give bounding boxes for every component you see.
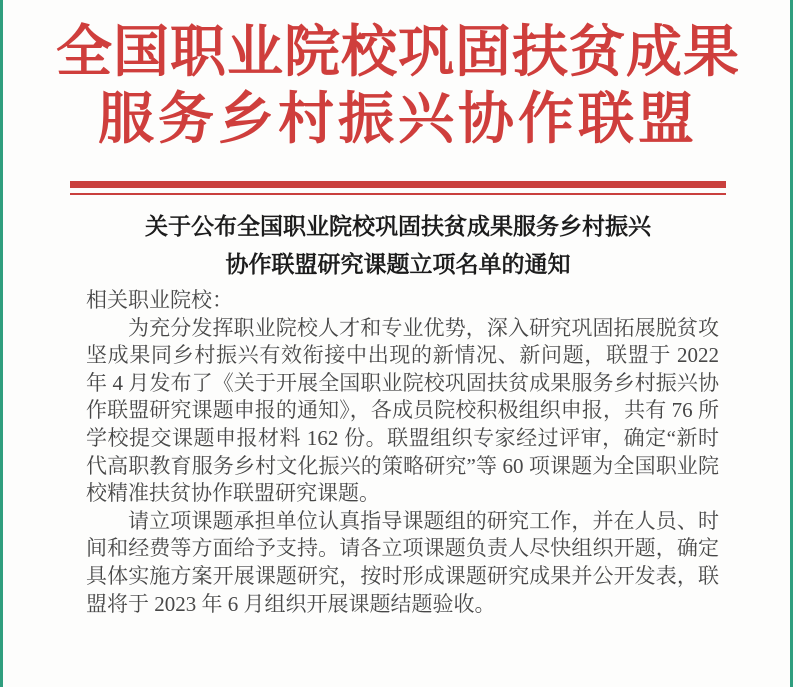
notice-heading-line2: 协作联盟研究课题立项名单的通知 (225, 252, 571, 277)
scan-edge-left (0, 0, 3, 687)
notice-body (86, 287, 719, 618)
notice-heading (0, 208, 796, 284)
body-paragraph-2: 请立项课题承担单位认真指导课题组的研究工作，并在人员、时间和经费等方面给予支持。请各立项课题负责人尽快组织开题，确定具体实施方案开展课题研究，按时形成课题研究成果并公开发表，联盟将于 2023 年 6 月组织开展课题结题验收。 (86, 508, 719, 616)
red-rule-thin (70, 193, 726, 195)
red-rule-thick (70, 181, 726, 188)
scan-edge-right (790, 0, 793, 687)
masthead-title-line1: 全国职业院校巩固扶贫成果 (56, 22, 740, 84)
notice-heading-line1: 关于公布全国职业院校巩固扶贫成果服务乡村振兴 (145, 214, 651, 239)
masthead (0, 0, 796, 154)
masthead-title-line2: 服务乡村振兴协作联盟 (98, 89, 698, 151)
body-paragraph-1: 为充分发挥职业院校人才和专业优势，深入研究巩固拓展脱贫攻坚成果同乡村振兴有效衔接中出现的新情况、新问题，联盟于 2022 年 4 月发布了《关于开展全国职业院校巩固扶贫成果服务乡村振兴协作联盟研究课题申报的通知》，各成员院校积极组织申报，共有 76 所学校提交课题申报材料 162 份。联盟组织专家经过评审，确定“新时代高职教育服务乡村文化振兴的策略研究”等 60 项课题为全国职业院校精准扶贫协作联盟研究课题。 (86, 315, 719, 506)
salutation: 相关职业院校： (86, 288, 233, 312)
masthead-divider (70, 181, 726, 195)
